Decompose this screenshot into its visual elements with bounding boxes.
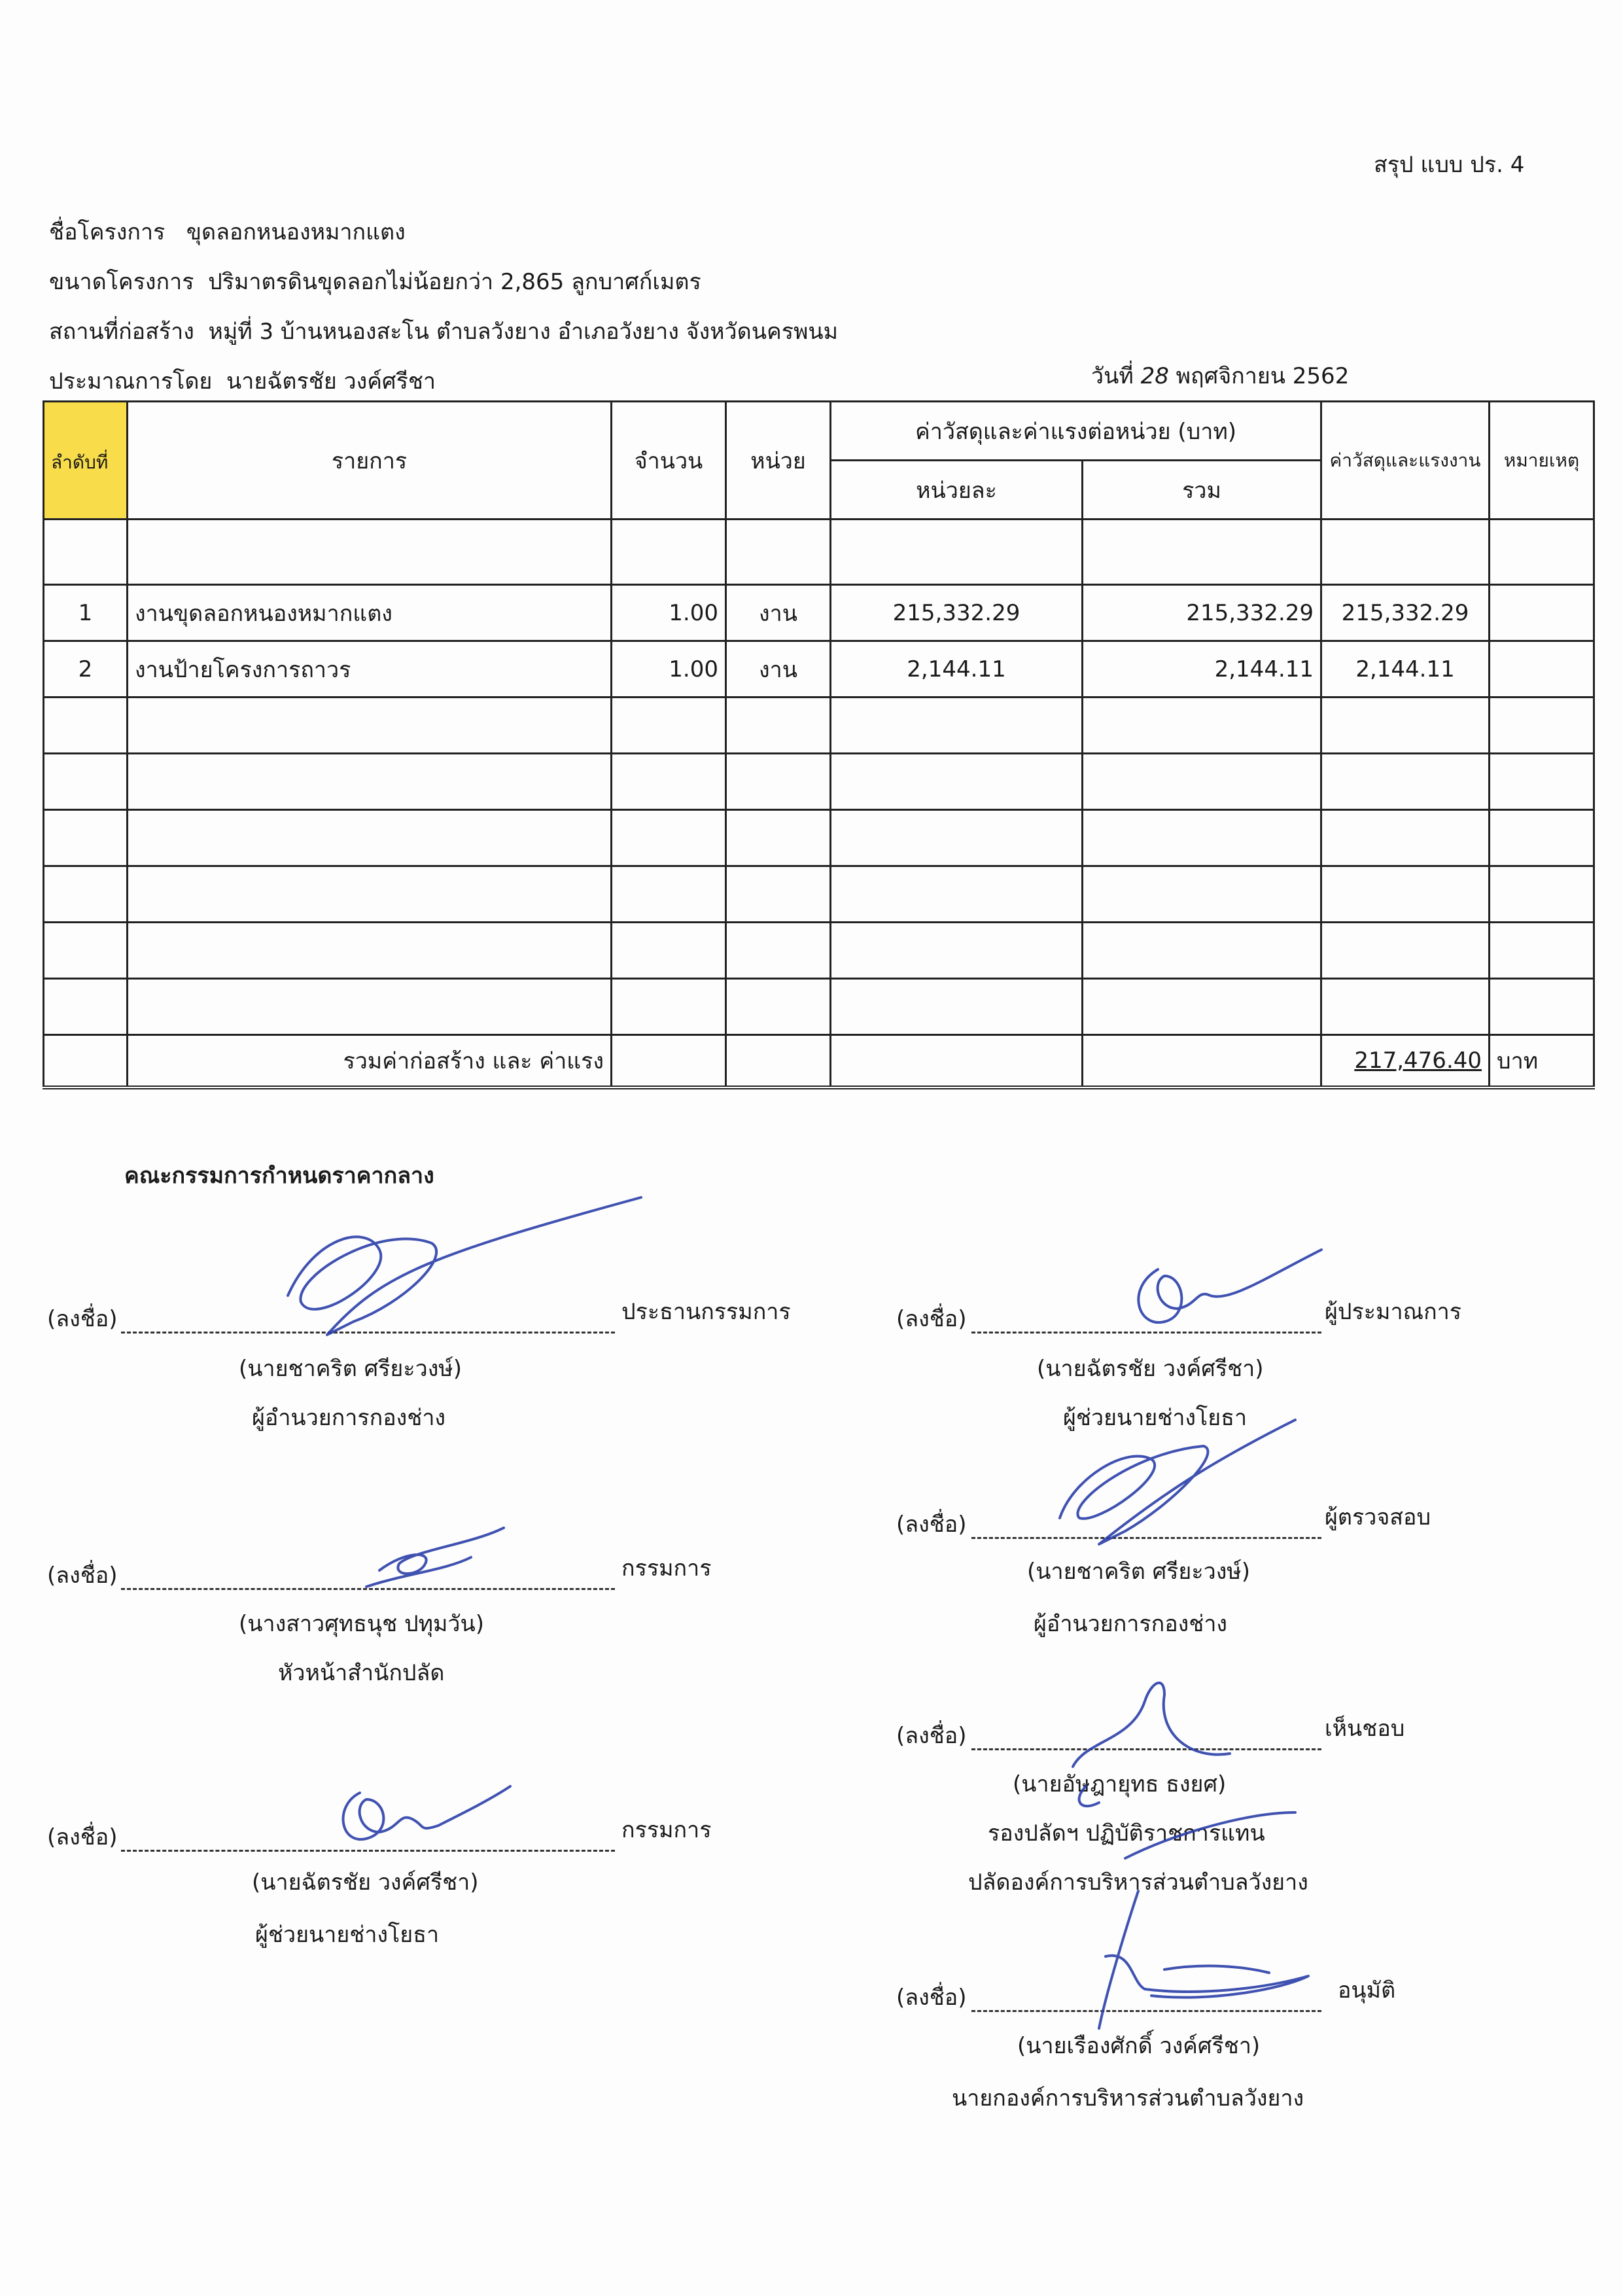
table-row [44, 585, 1594, 641]
estimator-signature [1099, 1237, 1335, 1354]
header-sum: รวม [1083, 461, 1321, 520]
sign-prefix: (ลงชื่อ) [896, 1723, 967, 1749]
approve-signature [1034, 1878, 1335, 2035]
form-reference: สรุป แบบ ปร. 4 [1374, 152, 1525, 178]
chair-position: ผู้อำนวยการกองช่าง [252, 1405, 446, 1431]
member2-role: กรรมการ [621, 1817, 712, 1843]
project-site: หมู่ที่ 3 บ้านหนองสะโน ตำบลวังยาง อำเภอวังยาง จังหวัดนครพนม [208, 319, 839, 345]
sign-prefix: (ลงชื่อ) [896, 1306, 967, 1332]
agree-role: เห็นชอบ [1325, 1716, 1405, 1742]
row-total: 215,332.29 [1321, 585, 1490, 641]
row-unit: งาน [726, 641, 831, 698]
estimator-line [49, 363, 436, 398]
grand-total-row [44, 1035, 1594, 1087]
estimator-sig-name: (นายฉัตรชัย วงค์ศรีชา) [1037, 1356, 1264, 1382]
table-row-blank [44, 979, 1594, 1035]
member1-name: (นางสาวศุทธนุช ปทุมวัน) [239, 1611, 485, 1637]
date-line [1091, 365, 1349, 387]
agree-position-2: ปลัดองค์การบริหารส่วนตำบลวังยาง [968, 1869, 1308, 1896]
table-row-blank [44, 810, 1594, 866]
project-size-line [49, 264, 701, 299]
project-size: ปริมาตรดินขุดลอกไม่น้อยกว่า 2,865 ลูกบาศก์เมตร [208, 269, 701, 295]
project-site-label: สถานที่ก่อสร้าง [49, 319, 194, 345]
committee-title: คณะกรรมการกำหนดราคากลาง [124, 1163, 434, 1189]
date-day: 28 [1140, 363, 1169, 389]
table-row-blank [44, 754, 1594, 810]
project-site-line [49, 313, 838, 349]
estimator-name: นายฉัตรชัย วงค์ศรีชา [226, 368, 436, 395]
member1-role: กรรมการ [621, 1555, 712, 1581]
checker-name: (นายชาคริต ศรียะวงษ์) [1027, 1559, 1250, 1585]
date-month-year: พฤศจิกายน 2562 [1176, 363, 1350, 389]
chair-name: (นายชาคริต ศรียะวงษ์) [239, 1356, 462, 1382]
grand-total-label: รวมค่าก่อสร้าง และ ค่าแรง [128, 1035, 612, 1087]
estimator-role: ผู้ประมาณการ [1325, 1299, 1462, 1325]
member2-signature [314, 1767, 523, 1871]
table-row-blank [44, 698, 1594, 754]
sign-prefix: (ลงชื่อ) [896, 1511, 967, 1538]
sign-prefix: (ลงชื่อ) [47, 1824, 118, 1850]
checker-signature [1021, 1407, 1321, 1551]
header-qty: จำนวน [612, 402, 726, 520]
row-qty: 1.00 [612, 585, 726, 641]
checker-position: ผู้อำนวยการกองช่าง [1034, 1611, 1228, 1637]
grand-total-unit: บาท [1490, 1035, 1594, 1087]
project-name-label: ชื่อโครงการ [49, 219, 166, 245]
member1-position: หัวหน้าสำนักปลัด [278, 1660, 445, 1686]
estimator-position: ผู้ช่วยนายช่างโยธา [1063, 1405, 1248, 1431]
cost-summary-table [43, 400, 1595, 1089]
agree-position: รองปลัดฯ ปฏิบัติราชการแทน [988, 1820, 1265, 1846]
checker-role: ผู้ตรวจสอบ [1325, 1504, 1431, 1530]
sign-prefix: (ลงชื่อ) [47, 1563, 118, 1589]
row-remark [1490, 585, 1594, 641]
header-seq: ลำดับที่ [44, 402, 128, 520]
agree-signature [1034, 1662, 1335, 1871]
member2-position: ผู้ช่วยนายช่างโยธา [255, 1922, 440, 1948]
table-row-blank [44, 520, 1594, 585]
chair-role: ประธานกรรมการ [621, 1299, 791, 1325]
row-total: 2,144.11 [1321, 641, 1490, 698]
row-item: งานป้ายโครงการถาวร [128, 641, 612, 698]
project-size-label: ขนาดโครงการ [49, 269, 194, 295]
table-row-blank [44, 866, 1594, 923]
grand-total-value: 217,476.40 [1321, 1035, 1490, 1087]
row-seq: 2 [44, 641, 128, 698]
project-name: ขุดลอกหนองหมากแตง [186, 219, 406, 245]
approve-role: อนุมัติ [1338, 1977, 1396, 2004]
row-remark [1490, 641, 1594, 698]
row-item: งานขุดลอกหนองหมากแตง [128, 585, 612, 641]
row-unit-price: 215,332.29 [831, 585, 1083, 641]
approve-position: นายกองค์การบริหารส่วนตำบลวังยาง [952, 2085, 1304, 2111]
sign-prefix: (ลงชื่อ) [896, 1985, 967, 2011]
table-row-blank [44, 923, 1594, 979]
row-unit-price: 2,144.11 [831, 641, 1083, 698]
row-sum: 2,144.11 [1083, 641, 1321, 698]
header-total: ค่าวัสดุและแรงงาน [1321, 402, 1490, 520]
table-row [44, 641, 1594, 698]
chair-signature [275, 1197, 667, 1354]
sign-prefix: (ลงชื่อ) [47, 1306, 118, 1332]
header-unit: หน่วย [726, 402, 831, 520]
project-name-line [49, 214, 406, 249]
header-unit-price: หน่วยละ [831, 461, 1083, 520]
header-item: รายการ [128, 402, 612, 520]
date-label: วันที่ [1091, 363, 1134, 389]
row-unit: งาน [726, 585, 831, 641]
row-seq: 1 [44, 585, 128, 641]
member1-signature [353, 1525, 523, 1603]
header-remark: หมายเหตุ [1490, 402, 1594, 520]
agree-name: (นายอัษฎายุทธ ธงยศ) [1013, 1771, 1227, 1797]
row-sum: 215,332.29 [1083, 585, 1321, 641]
row-qty: 1.00 [612, 641, 726, 698]
header-unit-cost-group: ค่าวัสดุและค่าแรงต่อหน่วย (บาท) [831, 402, 1321, 461]
estimator-label: ประมาณการโดย [49, 368, 213, 395]
member2-name: (นายฉัตรชัย วงค์ศรีชา) [252, 1869, 479, 1896]
approve-name: (นายเรืองศักดิ์ วงค์ศรีชา) [1017, 2033, 1261, 2059]
